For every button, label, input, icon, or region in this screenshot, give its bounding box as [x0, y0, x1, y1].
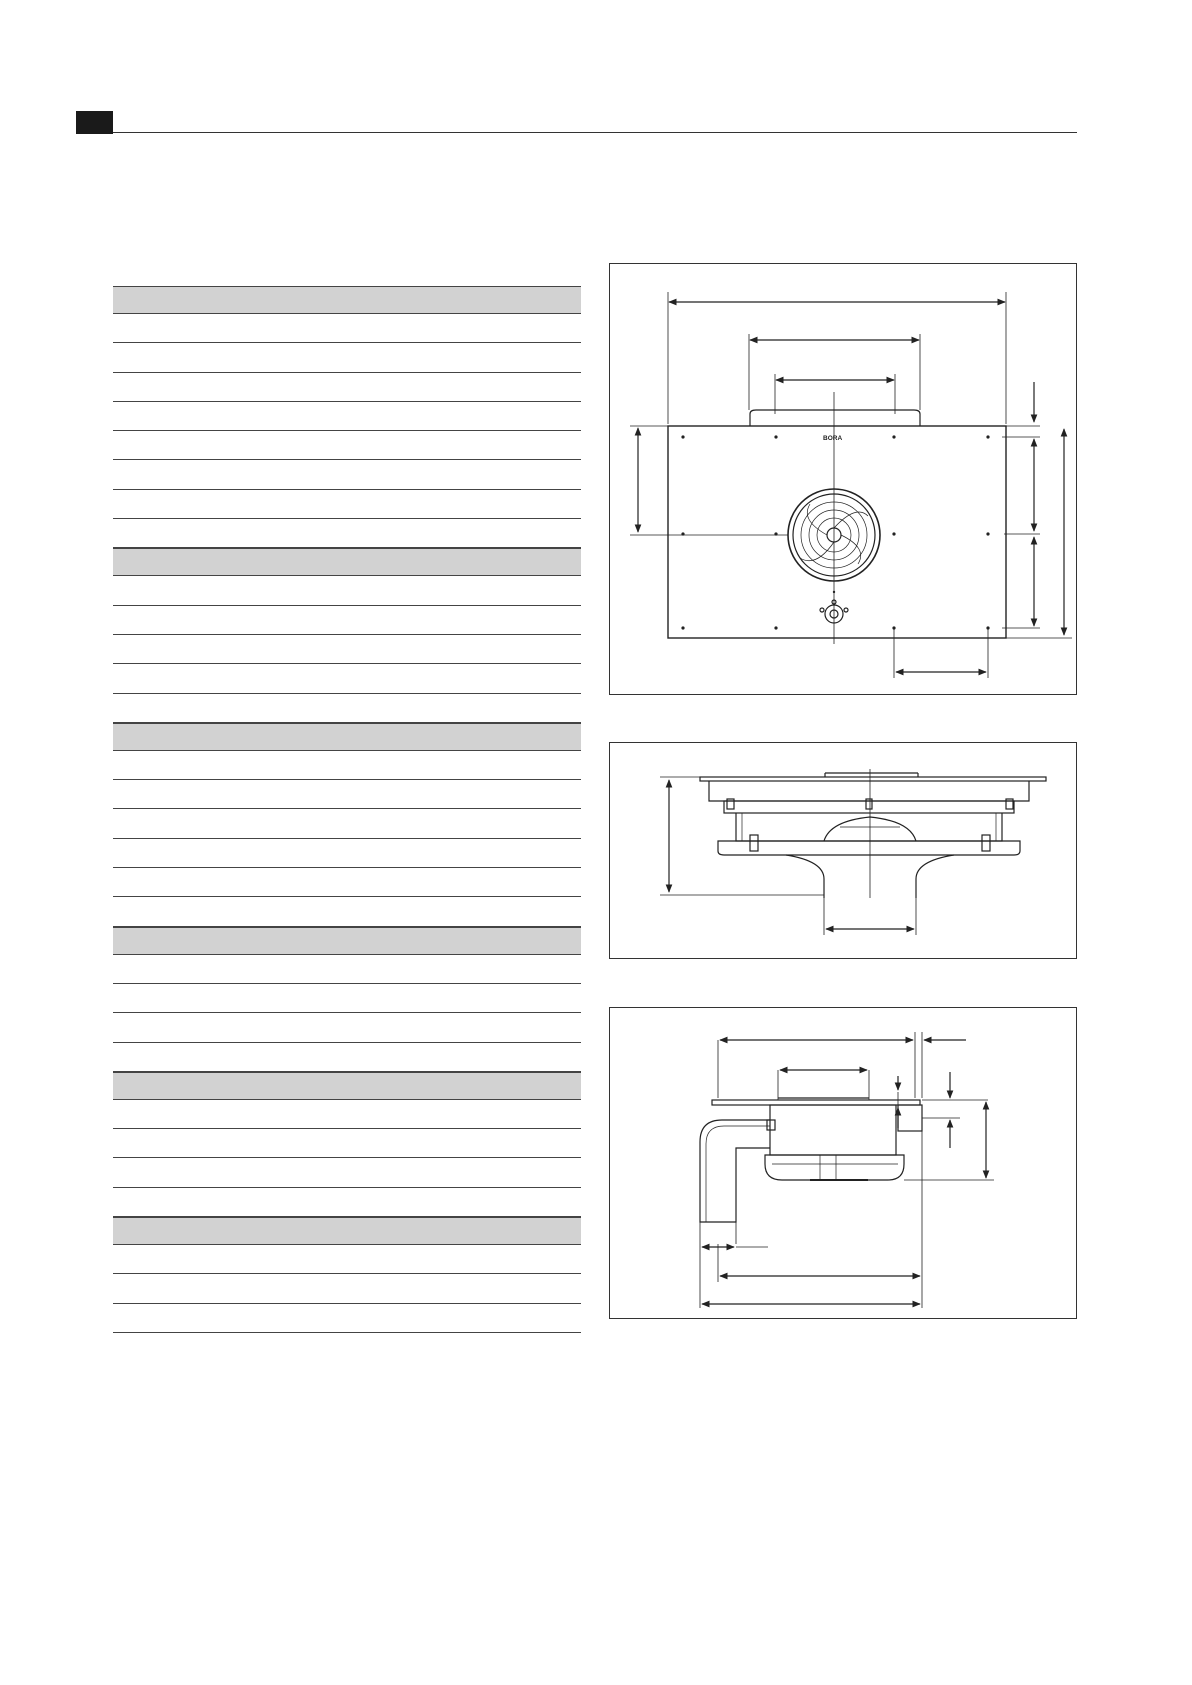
side-view-drawing: [609, 1007, 1077, 1319]
table-row: [113, 1158, 581, 1187]
table-row: [113, 1100, 581, 1129]
table-row: [113, 402, 581, 431]
table-row: [113, 1188, 581, 1217]
table-row: [113, 955, 581, 984]
table-row: [113, 1245, 581, 1274]
front-view-svg: [610, 743, 1078, 960]
spec-section: [113, 1217, 581, 1333]
table-row: [113, 1043, 581, 1072]
table-row: [113, 490, 581, 519]
table-row: [113, 519, 581, 548]
table-row: [113, 839, 581, 868]
spec-section-header: [113, 723, 581, 751]
table-row: [113, 431, 581, 460]
spec-section: [113, 286, 581, 548]
spec-section: [113, 723, 581, 927]
brand-label: BORA: [823, 435, 843, 442]
table-row: [113, 314, 581, 343]
table-row: [113, 751, 581, 780]
side-view-svg: [610, 1008, 1078, 1320]
top-view-svg: [610, 264, 1078, 696]
table-row: [113, 606, 581, 635]
table-row: [113, 694, 581, 723]
header-rule: [113, 132, 1077, 133]
table-row: [113, 868, 581, 897]
front-view-drawing: [609, 742, 1077, 959]
spec-section-header: [113, 1072, 581, 1100]
spec-section: [113, 1072, 581, 1217]
header-tab: [76, 111, 113, 134]
table-row: [113, 984, 581, 1013]
spec-table: [113, 286, 581, 1333]
table-row: [113, 780, 581, 809]
spec-section-header: [113, 548, 581, 576]
table-row: [113, 343, 581, 372]
table-row: [113, 460, 581, 489]
table-row: [113, 1304, 581, 1333]
spec-section-header: [113, 927, 581, 955]
top-view-drawing: [609, 263, 1077, 695]
spec-section-header: [113, 1217, 581, 1245]
table-row: [113, 1013, 581, 1042]
spec-section: [113, 548, 581, 722]
spec-section-header: [113, 286, 581, 314]
table-row: [113, 635, 581, 664]
table-row: [113, 809, 581, 838]
table-row: [113, 1129, 581, 1158]
table-row: [113, 1274, 581, 1303]
table-row: [113, 373, 581, 402]
spec-section: [113, 927, 581, 1072]
table-row: [113, 897, 581, 926]
table-row: [113, 576, 581, 605]
table-row: [113, 664, 581, 693]
